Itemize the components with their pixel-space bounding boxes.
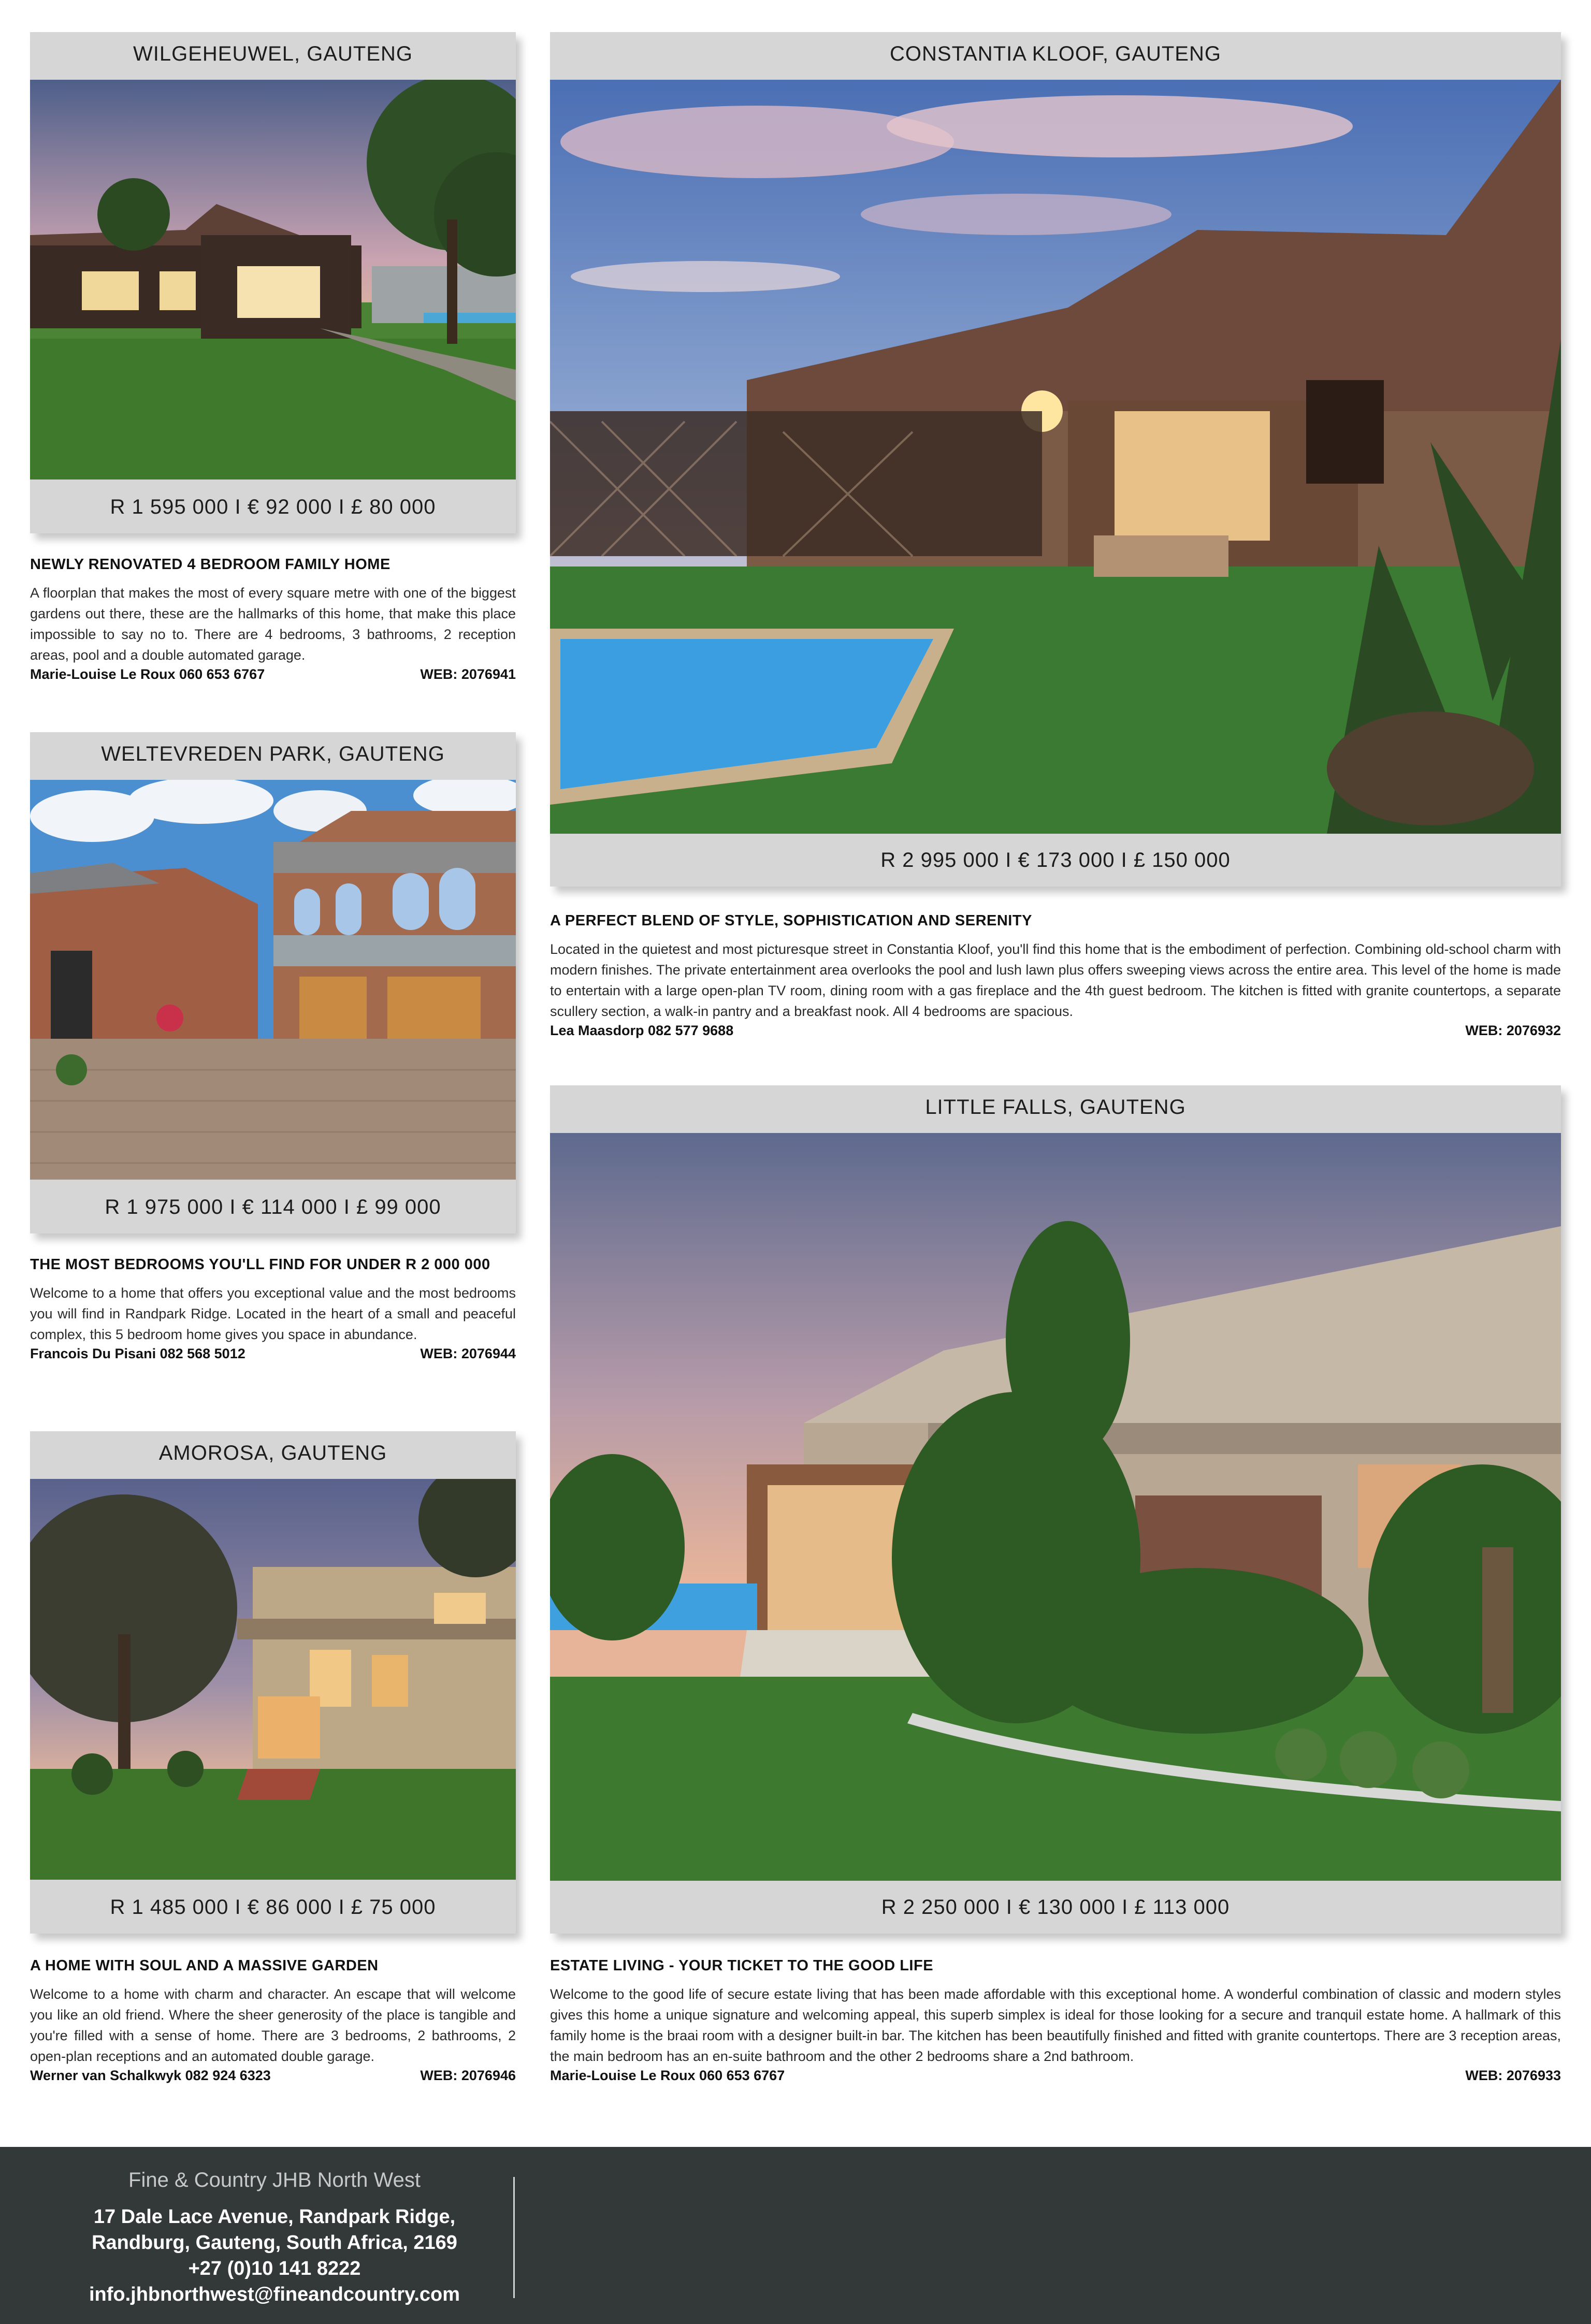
agent-contact: Lea Maasdorp 082 577 9688: [550, 1023, 734, 1038]
listing-description: Welcome to the good life of secure estate living that has been made affordable with this exceptional home. A wonderful combination of classic and modern styles gives this home a unique signature and welcoming appeal, this superb simplex is ideal for those looking for a secure and tranquil estate home. A hallmark of this family home is the braai room with a designer built-in bar. The kitchen has been beautifully finished and fitted with granite countertops. There are 3 reception areas, the main bedroom has an en-suite bathroom and the other 2 bedrooms share a 2nd bathroom.: [550, 1986, 1561, 2064]
listing-description: Welcome to a home with charm and character. An escape that will welcome you like an old friend. Where the sheer generosity of the place is tangible and you're filled with a sense of home. There are 3 bedrooms, 2 bathrooms, 2 open-plan receptions and an automated double garage.: [30, 1986, 516, 2064]
listing-details-wilgeheuwel: [30, 556, 516, 682]
listing-card-wilgeheuwel: [30, 32, 516, 533]
listing-details-amorosa: [30, 1957, 516, 2084]
listing-details-little-falls: [550, 1957, 1561, 2084]
listing-location: AMOROSA, GAUTENG: [158, 1441, 387, 1464]
web-reference: WEB: 2076932: [1465, 1023, 1561, 1038]
listing-heading: A PERFECT BLEND OF STYLE, SOPHISTICATION AND SERENITY: [550, 912, 1032, 929]
listing-details-weltevreden-park: [30, 1256, 516, 1362]
listing-price: R 1 485 000 I € 86 000 I £ 75 000: [110, 1895, 436, 1919]
footer-divider: [513, 2177, 515, 2298]
web-reference: WEB: 2076944: [420, 1346, 516, 1361]
listing-price: R 1 595 000 I € 92 000 I £ 80 000: [110, 495, 436, 518]
listing-heading: A HOME WITH SOUL AND A MASSIVE GARDEN: [30, 1957, 379, 1974]
listing-photo: [30, 1479, 516, 1880]
listing-card-amorosa: [30, 1431, 516, 1934]
office-email[interactable]: info.jhbnorthwest@fineandcountry.com: [89, 2284, 460, 2305]
listing-price: R 2 995 000 I € 173 000 I £ 150 000: [880, 848, 1231, 872]
agent-contact: Werner van Schalkwyk 082 924 6323: [30, 2068, 271, 2083]
office-phone[interactable]: +27 (0)10 141 8222: [188, 2258, 361, 2279]
web-reference: WEB: 2076946: [420, 2068, 516, 2083]
listing-card-constantia-kloof: [550, 32, 1561, 887]
listing-card-weltevreden-park: [30, 732, 516, 1233]
listing-price: R 2 250 000 I € 130 000 I £ 113 000: [881, 1895, 1230, 1919]
listing-heading: THE MOST BEDROOMS YOU'LL FIND FOR UNDER R 2 000 000: [30, 1256, 490, 1273]
office-footer: [0, 2147, 1591, 2324]
listing-description: Welcome to a home that offers you exceptional value and the most bedrooms you will find in Randpark Ridge. Located in the heart of a small and peaceful complex, this 5 bedroom home gives you space in abundance.: [30, 1285, 516, 1342]
agent-contact: Marie-Louise Le Roux 060 653 6767: [550, 2068, 785, 2083]
listing-price: R 1 975 000 I € 114 000 I £ 99 000: [105, 1195, 441, 1218]
office-address-line1: 17 Dale Lace Avenue, Randpark Ridge,: [93, 2206, 456, 2228]
office-name: Fine & Country JHB North West: [128, 2169, 421, 2191]
listing-location: CONSTANTIA KLOOF, GAUTENG: [890, 42, 1221, 65]
listing-location: WELTEVREDEN PARK, GAUTENG: [101, 742, 445, 765]
listing-description: Located in the quietest and most picturesque street in Constantia Kloof, you'll find this home that is the embodiment of perfection. Combining old-school charm with modern finishes. The private entertainment area overlooks the pool and lush lawn plus offers sweeping views across the entire area. This level of the home is made to entertain with a large open-plan TV room, dining room with a gas fireplace and the 4th guest bedroom. The kitchen is fitted with granite countertops, a separate scullery section, a walk-in pantry and a breakfast nook. All 4 bedrooms are spacious.: [550, 941, 1561, 1019]
listing-heading: NEWLY RENOVATED 4 BEDROOM FAMILY HOME: [30, 556, 390, 573]
listing-description: A floorplan that makes the most of every square metre with one of the biggest gardens out there, these are the hallmarks of this home, that make this place impossible to say no to. There are 4 bedrooms, 3 bathrooms, 2 reception areas, pool and a double automated garage.: [30, 585, 516, 663]
listing-photo: [550, 1133, 1561, 1881]
web-reference: WEB: 2076941: [420, 666, 516, 682]
web-reference: WEB: 2076933: [1465, 2068, 1561, 2083]
listing-location: LITTLE FALLS, GAUTENG: [925, 1095, 1186, 1119]
listing-location: WILGEHEUWEL, GAUTENG: [133, 42, 413, 65]
listing-photo: [30, 80, 516, 480]
agent-contact: Francois Du Pisani 082 568 5012: [30, 1346, 245, 1361]
listing-photo: [550, 80, 1561, 834]
office-address-line2: Randburg, Gauteng, South Africa, 2169: [92, 2232, 457, 2254]
listing-details-constantia-kloof: [550, 912, 1561, 1039]
listing-photo: [30, 780, 516, 1180]
listing-heading: ESTATE LIVING - YOUR TICKET TO THE GOOD LIFE: [550, 1957, 934, 1974]
agent-contact: Marie-Louise Le Roux 060 653 6767: [30, 666, 265, 682]
listing-card-little-falls: [550, 1085, 1561, 1934]
